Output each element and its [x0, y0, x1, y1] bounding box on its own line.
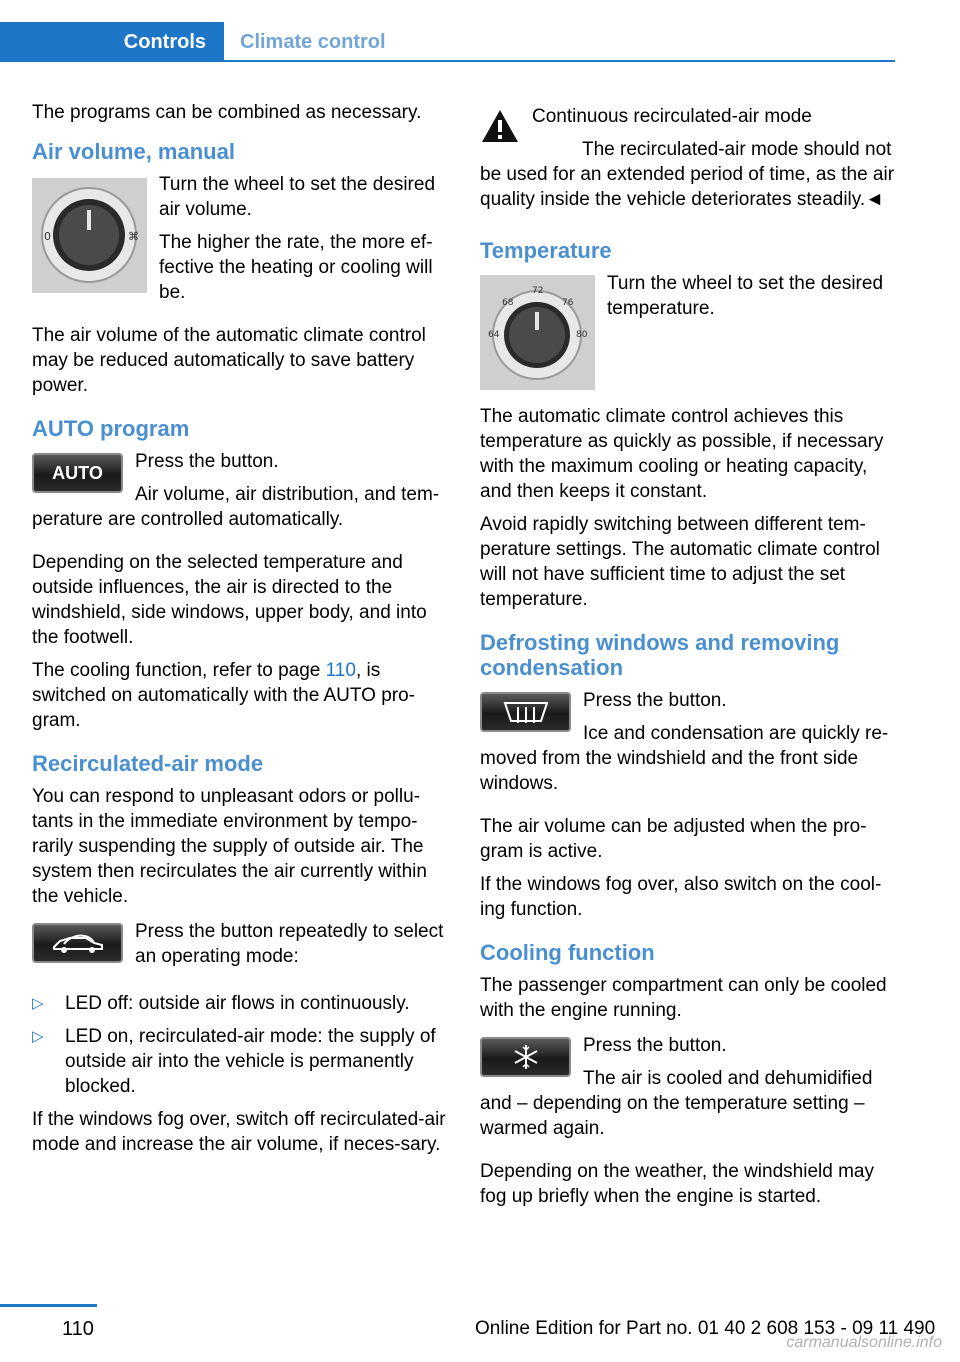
footer-divider [0, 1304, 97, 1307]
defrost-p3: The air volume can be adjusted when the pro‐gram is active. [480, 816, 867, 862]
temperature-p2: The automatic climate control achieves this temperature as quickly as possible, if necessary with the maximum cooling or heating capacity, and then keeps it constant. [480, 406, 884, 502]
heading-temperature: Temperature [480, 238, 612, 263]
edition-text: Online Edition for Part no. 01 40 2 608 153 - 09 11 490 [475, 1318, 936, 1339]
recirc-button-image [32, 923, 123, 963]
air-volume-dial-image [32, 178, 147, 293]
temperature-dial-icon [480, 275, 595, 390]
auto-p4 [32, 658, 450, 733]
auto-button-image [32, 453, 123, 493]
page-number: 110 [62, 1318, 94, 1340]
auto-p1: Press the button. [135, 451, 279, 472]
auto-button-label: AUTO [52, 462, 103, 483]
heading-recirculated-air: Recirculated-air mode [32, 751, 264, 776]
cooling-p1: The passenger compartment can only be cooled with the engine running. [480, 975, 887, 1021]
recirc-p1: You can respond to unpleasant odors or pollu‐tants in the immediate environment by tempo‐rarily suspending the supply of outside air. The system then recirculates the air currently within the vehicle. [32, 786, 427, 907]
list-item [32, 1024, 450, 1099]
bullet-text-1: LED off: outside air flows in continuously. [65, 993, 410, 1014]
dial-min-label: 0 [44, 230, 51, 243]
cooling-p2: Press the button. [583, 1035, 727, 1056]
temp-label-76: 76 [562, 298, 574, 308]
temp-label-64: 64 [488, 330, 500, 340]
air-volume-p2: The higher the rate, the more ef‐fective the heating or cooling will be. [159, 232, 433, 303]
warning-title: Continuous recirculated-air mode [532, 106, 812, 127]
temp-label-80: 80 [576, 330, 588, 340]
tab-controls[interactable]: Controls [0, 22, 224, 62]
cooling-p4: Depending on the weather, the windshield may fog up briefly when the engine is started. [480, 1161, 874, 1207]
snowflake-icon [513, 1044, 539, 1070]
header-divider [224, 60, 895, 62]
car-recirculation-icon [50, 931, 106, 955]
warning-icon [480, 108, 520, 144]
cooling-button-image [480, 1037, 571, 1077]
bullet-text-2: LED on, recirculated-air mode: the supply of outside air into the vehicle is permanently blocked. [65, 1026, 436, 1097]
list-item [32, 991, 450, 1016]
recirc-p3: If the windows fog over, switch off recirculated-air mode and increase the air volume, if neces‐sary. [32, 1109, 446, 1155]
recirc-mode-list [32, 991, 450, 1099]
page-link-110[interactable]: 110 [325, 660, 356, 681]
heading-defrost: Defrosting windows and removing condensation [480, 630, 840, 680]
recirc-p2: Press the button repeatedly to select an operating mode: [135, 921, 444, 967]
defrost-icon [501, 699, 551, 725]
dial-fan-label: ⌘ [128, 230, 139, 243]
temp-label-68: 68 [502, 298, 514, 308]
right-column [480, 104, 898, 1217]
watermark: carmanualsonline.info [786, 1334, 942, 1351]
fan-dial-icon [32, 178, 147, 293]
triangle-bullet-icon: ▷ [32, 995, 44, 1012]
heading-cooling: Cooling function [480, 940, 655, 965]
left-column [32, 100, 450, 1165]
cooling-p3: The air is cooled and dehumidified and – depending on the temperature setting – warmed again. [480, 1068, 873, 1139]
intro-text: The programs can be combined as necessary. [32, 102, 422, 123]
auto-p4-post: , is switched on automatically with the AUTO pro‐gram. [32, 660, 415, 731]
warning-body: The recirculated-air mode should not be used for an extended period of time, as the air quality inside the vehicle deteriorates steadily.◄ [480, 139, 895, 210]
defrost-p4: If the windows fog over, also switch on the cool‐ing function. [480, 874, 882, 920]
auto-p2: Air volume, air distribution, and tem‐perature are controlled automatically. [32, 484, 440, 530]
auto-p4-pre: The cooling function, refer to page [32, 660, 326, 681]
warning-triangle-image [480, 108, 520, 151]
defrost-p2: Ice and condensation are quickly re‐moved from the windshield and the front side windows. [480, 723, 889, 794]
air-volume-p3: The air volume of the automatic climate control may be reduced automatically to save battery power. [32, 325, 426, 396]
heading-auto-program: AUTO program [32, 416, 190, 441]
header-tabbar [0, 22, 895, 62]
air-volume-p1: Turn the wheel to set the desired air volume. [159, 174, 436, 220]
defrost-button-image [480, 692, 571, 732]
warning-box [530, 104, 898, 129]
temperature-p1: Turn the wheel to set the desired temperature. [607, 273, 884, 319]
temp-label-72: 72 [532, 286, 544, 296]
tab-climate-control[interactable]: Climate control [240, 30, 386, 53]
temperature-p3: Avoid rapidly switching between different tem‐perature settings. The automatic climate control will not have sufficient time to adjust the set temperature. [480, 514, 880, 610]
temperature-dial-image [480, 275, 595, 390]
triangle-bullet-icon: ▷ [32, 1028, 44, 1045]
auto-p3: Depending on the selected temperature and outside influences, the air is directed to the windshield, side windows, upper body, and into the footwell. [32, 552, 427, 648]
heading-air-volume: Air volume, manual [32, 139, 235, 164]
defrost-p1: Press the button. [583, 690, 727, 711]
